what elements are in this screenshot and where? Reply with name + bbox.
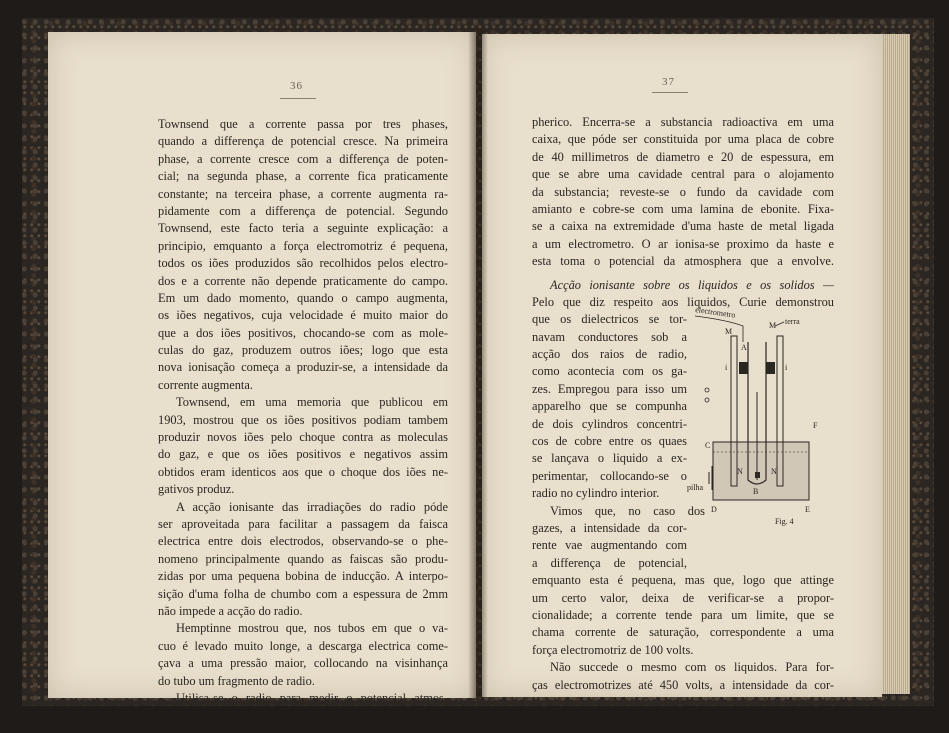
text-line: um certo valor, deixa de verificar-se a propor-: [532, 590, 834, 605]
text-line: Vimos que, no caso dos: [550, 503, 705, 518]
insulator-right: [766, 362, 775, 374]
left-page: [48, 32, 476, 705]
text-line: de dois cylindros concentri-: [532, 416, 687, 431]
figure-label-N-left: N: [737, 467, 743, 476]
text-line: a um electrometro. O ar ionisa-se proximo da haste e: [532, 236, 834, 251]
text-line: força electromotriz de 100 volts.: [532, 642, 694, 657]
text-line: phase, a corrente cresce com a differença de poten-: [158, 151, 448, 166]
figure-label-i-right: i: [785, 363, 788, 372]
figure-label-M-left: M: [725, 327, 733, 336]
text-line: acção dos raios de radio,: [532, 347, 687, 362]
text-line: apparelho que se compunha: [532, 399, 687, 414]
liquid-vessel: [713, 442, 809, 500]
text-line: de 40 millimetros de diametro e 20 de espessura, em: [532, 149, 834, 164]
page-number-left: 36: [290, 80, 303, 92]
text-line: Townsend, este facto teria a seguinte explicação: a: [158, 221, 448, 236]
text-line: que se abre uma cavidade central para o alojamento: [532, 167, 834, 182]
page-number-right: 37: [662, 76, 675, 88]
text-line: que a dos iões positivos, chocando-se com as mole-: [158, 325, 448, 340]
text-line: obtidos eram identicos aos que o choque dos iões ne-: [158, 464, 448, 479]
text-line: os iões negativos, cuja velocidade é muito maior do: [158, 308, 448, 323]
text-line: Pelo que diz respeito aos liquidos, Curie demonstrou: [532, 294, 834, 309]
text-line: do gaz, e que os iões positivos e negativos assim: [158, 447, 448, 462]
text-line: A acção ionisante das irradiações do radio póde: [176, 499, 448, 514]
text-line: Townsend que a corrente passa por tres phases,: [158, 117, 448, 131]
section-heading: Acção ionisante sobre os liquidos e os solidos —: [550, 277, 834, 292]
figure-label-F: F: [813, 421, 818, 430]
right-page: [482, 34, 882, 697]
text-line: nomeno principalmente quando as faiscas são produ-: [158, 551, 448, 566]
text-line: cos de cobre entre os quaes: [532, 434, 687, 449]
text-line: amianto e cobre-se com uma lamina de ebonite. Fixa-: [532, 201, 834, 216]
figure-label-D: D: [711, 505, 717, 514]
text-line: Em um dado momento, quando o campo augmenta,: [158, 290, 448, 305]
text-line: Hemptinne mostrou que, nos tubos em que o va-: [176, 621, 448, 636]
text-line: emquanto esta é pequena, mas que, logo que attinge: [532, 573, 834, 588]
text-line: quando a differença de potencial cresce. Na primeira: [158, 134, 448, 149]
text-line: a differença de potencial,: [532, 555, 687, 570]
text-line: se lançava o liquido a ex-: [532, 451, 687, 466]
figure-label-B: B: [753, 487, 759, 496]
figure-label-i-left: i: [725, 363, 728, 372]
text-line: que os dielectricos se tor-: [532, 312, 687, 327]
text-line: çava a uma pressão maior, collocando na visinhança: [158, 656, 448, 671]
text-line: não impede a acção do radio.: [158, 603, 303, 618]
text-line: rente vae augmentando com: [532, 538, 687, 553]
text-line: esta toma o potencial da atmosphera que a envolve.: [532, 254, 834, 269]
book-gutter: [468, 28, 488, 700]
text-line: 1903, mostrou que os iões positivos podiam tambem: [158, 412, 448, 427]
text-line: dos e a corrente não depende praticamente do campo.: [158, 273, 448, 288]
text-line: gazes, a intensidade da cor-: [532, 520, 687, 535]
text-line: Utilisa-se o radio para medir o potencial atmos-: [176, 690, 448, 705]
text-line: perimentar, collocando-se o: [532, 468, 687, 483]
figure-label-pilha: pilha: [687, 483, 703, 492]
text-line: zes. Empregou para isso um: [532, 381, 687, 396]
figure-label-A: A: [741, 343, 747, 352]
text-line: pherico. Encerra-se a substancia radioactiva em uma: [532, 115, 834, 129]
figure-label-electrometro: electrometro: [694, 305, 737, 320]
text-line: constante; na terceira phase, a corrente augmenta ra-: [158, 186, 448, 201]
header-rule-right: [652, 92, 688, 93]
text-line: da substancia; reveste-se o fundo da cavidade com: [532, 184, 834, 199]
battery-icon: [709, 466, 712, 490]
insulator-left: [739, 362, 748, 374]
figure-label-M-right: M: [769, 321, 777, 330]
text-line: electrica entre dois electrodos, observando-se o phe-: [158, 534, 448, 549]
text-line: gativos produz.: [158, 482, 235, 497]
text-line: sição d'uma folha de chumbo com a espessura de 2mm: [158, 586, 448, 601]
wire-markers: [705, 388, 709, 402]
header-rule-left: [280, 98, 316, 99]
text-line: cuo é levado muito longe, a descarga electrica come-: [158, 638, 448, 653]
electrometer-wire: [695, 316, 743, 342]
text-line: ser aproveitada para facilitar a passagem da faisca: [158, 516, 448, 531]
text-line: cionalidade; a corrente tende para um limite, que se: [532, 607, 834, 622]
left-page-text: [158, 116, 448, 707]
figure-label-E: E: [805, 505, 810, 514]
text-line: cial; na segunda phase, a corrente fica praticamente: [158, 169, 448, 184]
text-line: chama corrente de saturação, correspondente a uma: [532, 625, 834, 640]
text-line: se a caixa na extremidade d'uma haste de metal ligada: [532, 219, 834, 234]
text-line: zidas por uma pequena bobina de inducção. A interpo-: [158, 569, 448, 584]
text-line: ças electromotrizes até 450 volts, a intensidade da cor-: [532, 677, 834, 692]
apparatus-figure: [687, 302, 837, 526]
text-line: todos os iões produzidos são recolhidos pelos electro-: [158, 256, 448, 271]
text-line: nova ionisação começa a produzir-se, a intensidade da: [158, 360, 448, 375]
text-line: produzir novos iões pelo choque contra as moleculas: [158, 430, 448, 445]
text-line: Não succede o mesmo com os liquidos. Para for-: [550, 660, 834, 675]
text-line: do tubo um fragmento de radio.: [158, 673, 315, 688]
figure-label-N-right: N: [771, 467, 777, 476]
text-line: Townsend, em uma memoria que publicou em: [176, 395, 448, 410]
text-line: corrente augmenta.: [158, 377, 253, 392]
figure-label-terra: terra: [785, 317, 800, 326]
earth-wire: [775, 322, 784, 326]
text-line: como acontecia com os ga-: [532, 364, 687, 379]
text-line: radio no cylindro interior.: [532, 486, 660, 501]
text-line: navam conductores sob a: [532, 329, 687, 344]
text-line: pidamente com a differença de potencial. Segundo: [158, 203, 448, 218]
text-line: caixa, que póde ser constituida por uma placa de cobre: [532, 132, 834, 147]
text-line: principio, emquanto a força electromotriz é pequena,: [158, 238, 448, 253]
figure-label-C: C: [705, 441, 711, 450]
page-edges: [880, 34, 910, 694]
text-line: culas do gaz, produzem outros iões; logo que esta: [158, 343, 448, 358]
figure-caption: Fig. 4: [775, 517, 794, 526]
